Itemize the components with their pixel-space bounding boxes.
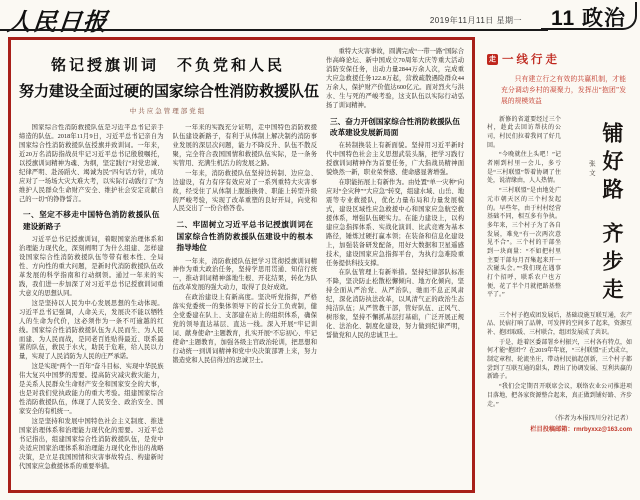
paragraph: 一年来，消防救援队伍把学习贯彻授旗训词精神作为重大政治任务，坚持学思用贯通、知信行统一，推动训词精神落地生根、开花结果，转化为队伍改革发展的强大动力，取得了良好成效。 [172, 257, 317, 292]
paragraph: “三村联盟”是由地处广元市朝天区的三个村发起的。早些年，由于村村经营基础不同，相互多有争执。多年来，三个村子为了各自发展，难免“有一次两次意见不合”。三个村的干部坐到一块商量：“不如把村里主要干部每月召集起来开一次碰头会。”“我们现在遇事打个招呼，联系农户也方便，花了半个月就把路基整平了。” [487, 188, 561, 299]
page-number: 11 [550, 7, 576, 30]
article-left-section [19, 46, 320, 484]
column-logo-icon: 走 [487, 54, 498, 65]
paragraph: 在政治建设上有新高度。坚决听党指挥，严格落实党委统一的集体领导下的首长分工负责制，健全党委建在队上、支部建在站上的组织体系，确保党的领导直达基层、直达一线。深入开展“牢记训词、献身使命”主题教育，扎实开展“不忘初心、牢记使命”主题教育，加强各级主官政治轮训，把思想和行动统一到训词精神和党中央决策部署上来，努力锻造党和人民信得过的忠诚卫士。 [172, 294, 317, 364]
issue-date: 2019年11月11日 星期一 [429, 16, 522, 25]
sidebar-narrow-text [487, 116, 561, 306]
masthead [0, 0, 640, 36]
column-title: 一线行走 [502, 54, 560, 66]
headline-line1: 铭记授旗训词 不负党和人民 [50, 57, 285, 74]
section-name: 政治 [582, 7, 626, 30]
article-column-3 [326, 46, 464, 484]
pull-quote: 只有建立行之有效的共赢机制，才能充分调动乡村的凝聚力，发挥出“抱团”发展的规模效益 [501, 76, 626, 105]
sidebar-column [483, 37, 634, 493]
paragraph: 在职能拓展上有新作为。由处置“单一灾种”向应对“全灾种”“大应急”转变，组建水域、山岳、地震等专业救援队，优化力量布局和力量发展模式，建设区域性应急救援中心和国家应急航空救援体系，增强队伍硬实力。在能力建设上，以构建应急指挥体系、实战化演训、比武竞赛为基本路径，锤炼过硬打赢本领；在装备和信息化建设上，加强装备研发配备，用好大数据和卫星遥感技术，建设国家应急指挥平台，为执行急难险重任务提供科技支撑。 [326, 179, 464, 267]
section-heading-3: 三、奋力开创国家综合性消防救援队伍改革建设发展新局面 [330, 116, 460, 137]
vertical-title-part1: 铺好路 [600, 121, 625, 206]
paragraph: 重特大灾害事故，圆满完成“一带一路”国际合作高峰论坛、新中国成立70周年大庆等重大活动消防安保任务，出动力量2844万余人次，完成重大应急救援任务122.8万起，营救疏散遇险群众44万余人，保护财产价值达600亿元。面对烈火与洪水、生与死的严峻考验，这支队伍以实际行动弘扬了训词精神。 [326, 48, 464, 109]
article-columns-1-2 [19, 124, 317, 484]
paragraph: “今晚就住上头吧！”记者刚到村里一会儿，多亏是“三村联盟”帮着协调了住处，说清缘由，人人热情。 [487, 152, 561, 185]
paragraph: 国家综合性消防救援队伍是习近平总书记亲手缔造的队伍。2018年11月9日，习近平总书记亲自为国家综合性消防救援队伍授旗并致训词。一年来，近20万名消防指战员牢记习近平总书记殷殷嘱托，以授旗训词精神为魂、为纲，坚定践行“对党忠诚、纪律严明、赴汤蹈火、竭诚为民”四句话方针，成功应对了一场场大灾大难大考，以实际行动践行了“为维护人民群众生命财产安全、维护社会安定贡献自己的一切”的铮铮誓言。 [19, 124, 164, 203]
paragraph: 于是，趁着区委部署乡村振兴，三村各有特点，如何才能“抱团”？在2019年年底，“三村联盟”正式成立，制定章程、轮流坐庄，带动村民搞起创新，三个村子都尝到了互联互通的甜头，蹚出了协调发展、互利共赢的新路子。 [487, 339, 632, 381]
byline: 中共应急管理部党组 [129, 108, 207, 115]
sidebar-bottom-text [487, 312, 632, 410]
sidebar-vertical-title [601, 122, 624, 306]
page-corner-bracket [541, 2, 637, 30]
article-column-1 [19, 124, 164, 484]
paragraph: 一年来的实践充分证明，走中国特色消防救援队伍建设新路子，有利于从体制上解决制约消防事业发展的深层次问题，能力不降反升、队伍不散反聚，完全符合我国国情和救援队伍实际，是一条务实管用、充满生机活力的发展之路。 [172, 124, 317, 167]
paragraph: 这是坚持和发展中国特色社会主义制度、推进国家治理体系和治理能力现代化的需要。习近平总书记指出，组建国家综合性消防救援队伍，是党中央适应国家治理体系和治理能力现代化作出的战略决策，是立足我国国情和灾害事故特点、构建新时代国家应急救援体系的重要举措。 [19, 417, 164, 470]
column-email: 栏目投稿邮箱：rmrbyxxz@163.com [530, 426, 632, 434]
author-credit: （作者为本报四川分社记者） [551, 415, 632, 423]
masthead-rule [0, 29, 548, 31]
paragraph: 三个村子抱成团发展后，基础设施互联互通，农产品、民宿打响了品牌，可发挥的空间多了起来，资源互补、抱团取暖、三村联合，组团发展成了共识。 [487, 312, 632, 336]
paragraph: 一年来，消防救援队伍坚持边转制、边应急、边建设，有力有序有效应对了一系列重特大灾害事故，经受住了从体制上脱胎换骨、职能上转型升级的严峻考验，实现了改革重塑的良好开局，向党和人民交出了一份合格答卷。 [172, 169, 317, 213]
paragraph: 新修的省道要经过三个村，趁此去回访帮扶的公司，村民们拉着我问了好几回。 [487, 116, 561, 149]
paragraph: 这是坚持以人民为中心发展思想的生动体现。习近平总书记强调，人命关天，发展决不能以牺牲人的生命为代价，这必须作为一条不可逾越的红线。国家综合性消防救援队伍为人民而生、为人民而建、为人民而战，是同老百姓贴得最近、联系最紧的队伍，救民于水火，助民于危难，给人民以力量，实现了人民消防为人民的庄严承诺。 [19, 299, 164, 361]
newspaper-logo: 人民日报 [6, 7, 110, 36]
paragraph: “我们会定期召开联席会议，联络农业公司推进项目落地，把各家资源整合起来，真正做到铺好路、齐步走。” [487, 384, 632, 408]
paragraph: 在转制换装上有新面貌。坚持用习近平新时代中国特色社会主义思想武装头脑，把学习践行授旗训词精神作为首要任务，广大指战员精神面貌焕然一新，职业荣誉感、使命感显著增强。 [326, 142, 464, 177]
headline-line2: 努力建设全面过硬的国家综合性消防救援队伍 [19, 83, 320, 100]
column-header [487, 51, 632, 67]
paragraph: 在队伍管理上有新举措。坚持纪律部队标准不降，坚决防止松散松懈倾向、地方化倾向，坚持全面从严治党、从严治队，驰而不息正风肃纪，深化消防执法改革，以风清气正的政治生态纯洁队伍；从严管教干部，管好队伍、正风气、树形象，坚持不懈抓基层打基础，广泛开展正规化、法治化、制度化建设，努力做到纪律严明，誓做党和人民的忠诚卫士。 [326, 269, 464, 340]
article-column-2 [173, 124, 318, 484]
paragraph: 习近平总书记授旗训词，着眼国家治理体系和治理能力现代化，深刻阐明了为什么组建、怎样建设国家综合性消防救援队伍等带有根本性、全局性、方向性的重大问题，是新时代消防救援队伍改革发展的科学指南和行动纲领。通过一年来的实践，我们进一步加深了对习近平总书记授旗训词重大意义的思想认同。 [19, 236, 164, 297]
section-heading-2: 二、牢固树立习近平总书记授旗训词在国家综合性消防救援队伍建设中的根本指导地位 [176, 220, 313, 253]
paragraph: 这是实现“两个一百年”奋斗目标、实现中华民族伟大复兴中国梦的需要。提高防灾减灾救灾能力，是关系人民群众生命财产安全和国家安全的大事，也是对我们党执政能力的重大考验。组建国家综合性消防救援队伍，体现了人民安全、政治安全、国家安全的有机统一。 [19, 363, 164, 416]
main-article-box [8, 37, 475, 493]
sidebar-middle [487, 116, 632, 306]
sidebar-author: 张文 [587, 159, 595, 179]
vertical-title-block [561, 116, 632, 306]
section-heading-1: 一、坚定不移走中国特色消防救援队伍建设新路子 [23, 210, 160, 231]
vertical-title-part2: 齐步走 [600, 221, 625, 306]
headline-block [19, 46, 320, 119]
